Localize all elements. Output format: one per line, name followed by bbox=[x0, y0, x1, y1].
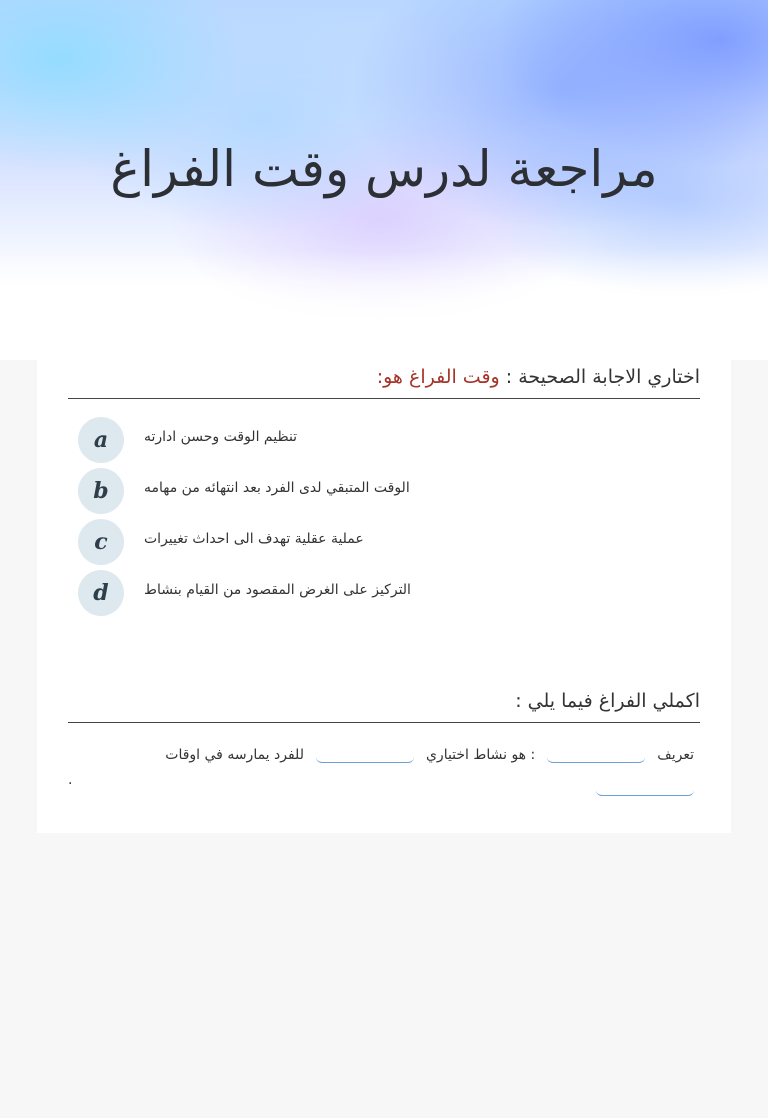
answer-options bbox=[78, 417, 678, 621]
option-letter-badge[interactable]: d bbox=[78, 570, 124, 616]
sentence-end-mark: . bbox=[68, 772, 73, 788]
sentence-segment: : هو نشاط اختياري bbox=[425, 747, 536, 763]
option-letter-badge[interactable]: b bbox=[78, 468, 124, 514]
option-b[interactable] bbox=[78, 468, 678, 519]
option-d[interactable] bbox=[78, 570, 678, 621]
option-a[interactable] bbox=[78, 417, 678, 468]
blank-input-2[interactable] bbox=[316, 740, 414, 763]
blank-input-3[interactable] bbox=[596, 773, 694, 796]
option-text[interactable]: تنظيم الوقت وحسن ادارته bbox=[144, 429, 298, 445]
option-text[interactable]: الوقت المتبقي لدى الفرد بعد انتهائه من مهامه bbox=[144, 480, 410, 496]
sentence-segment: للفرد يمارسه في اوقات bbox=[165, 747, 304, 763]
blank-input-1[interactable] bbox=[547, 740, 645, 763]
question1-instruction: اختاري الاجابة الصحيحة : bbox=[505, 366, 700, 388]
option-c[interactable] bbox=[78, 519, 678, 570]
sentence-segment: تعريف bbox=[657, 747, 694, 763]
option-letter-badge[interactable]: a bbox=[78, 417, 124, 463]
header-banner bbox=[0, 0, 768, 360]
fill-in-sentence bbox=[68, 740, 700, 796]
question1-prompt: وقت الفراغ هو: bbox=[376, 366, 500, 388]
option-text[interactable]: عملية عقلية تهدف الى احداث تغييرات bbox=[144, 531, 364, 547]
quiz-card bbox=[37, 360, 731, 833]
option-text[interactable]: التركيز على الغرض المقصود من القيام بنشاط bbox=[144, 582, 411, 598]
page-title: مراجعة لدرس وقت الفراغ bbox=[110, 140, 658, 198]
option-letter-badge[interactable]: c bbox=[78, 519, 124, 565]
question1-heading bbox=[68, 366, 700, 399]
question2-heading: اكملي الفراغ فيما يلي : bbox=[68, 690, 700, 723]
